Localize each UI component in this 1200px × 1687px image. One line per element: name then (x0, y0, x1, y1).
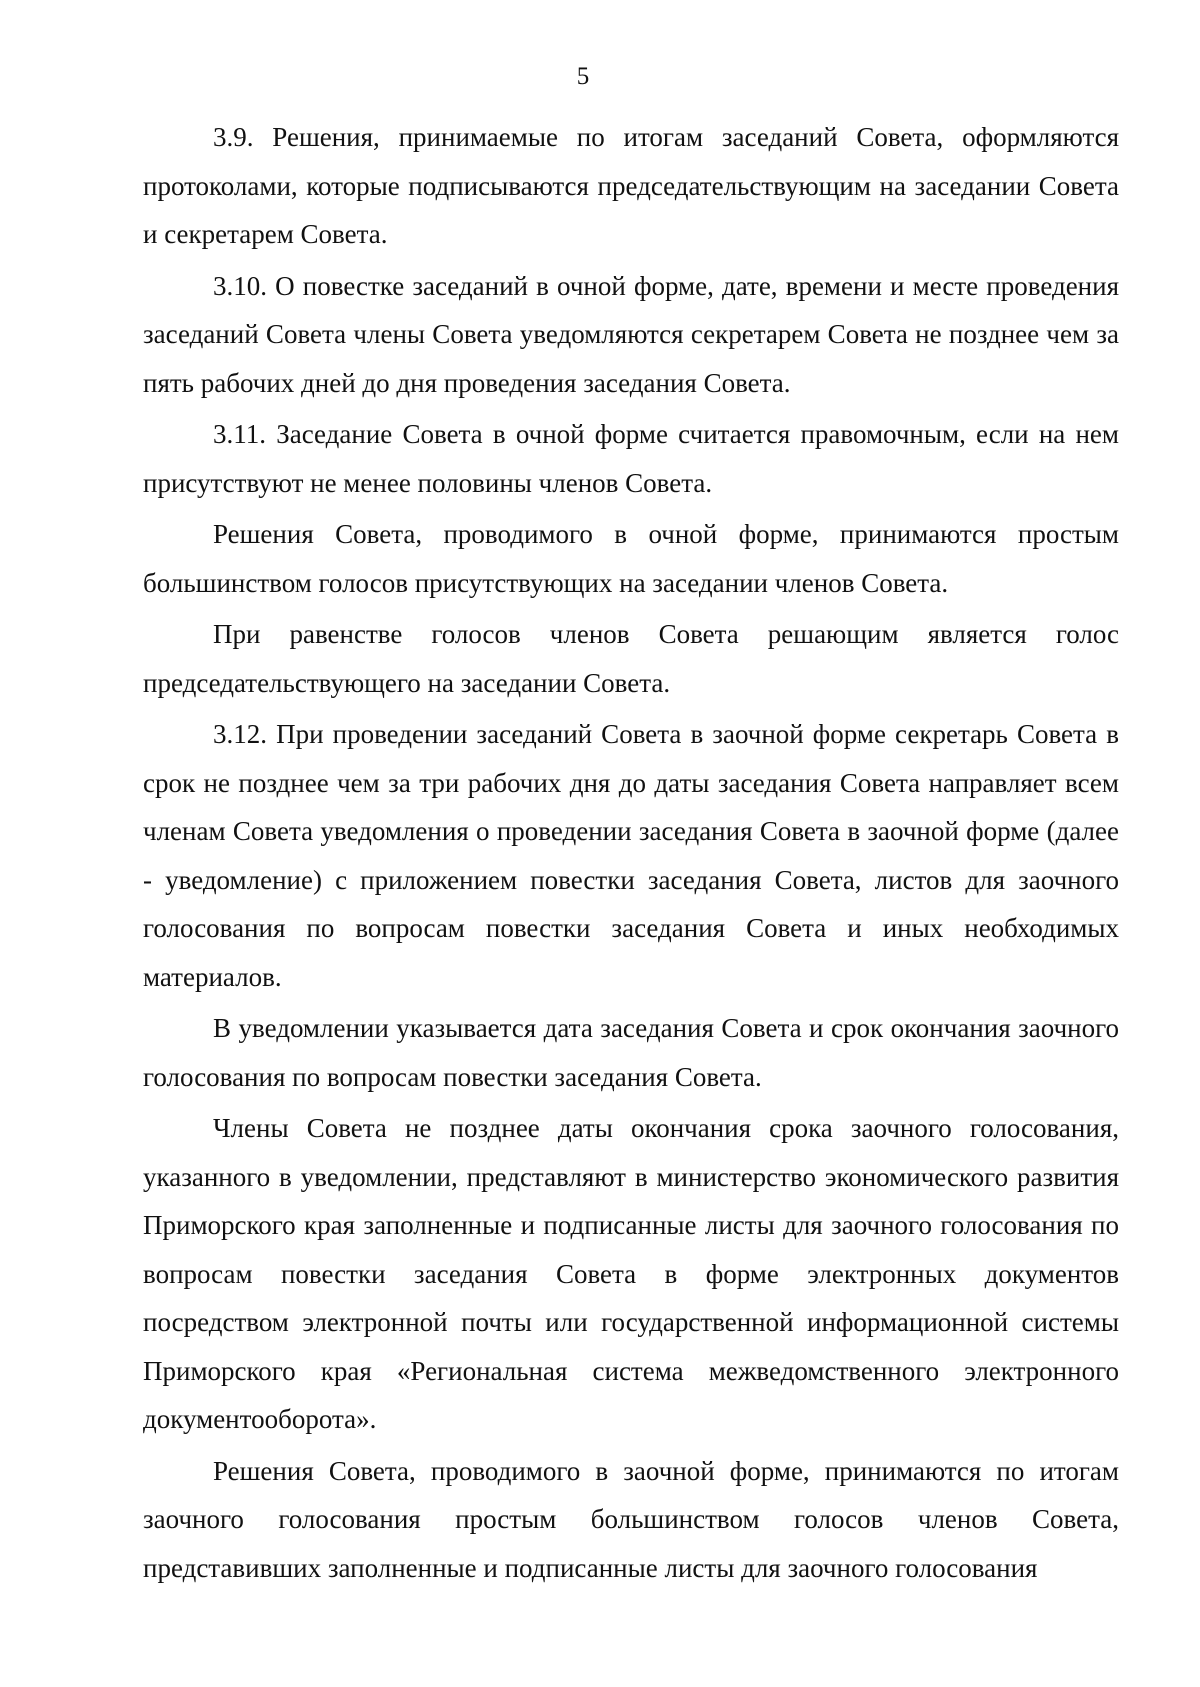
paragraph-absentee-ballots: Члены Совета не позднее даты окончания срока заочного голосования, указанного в уведомлении, представляют в министерство экономического развития Приморского края заполненные и подписанные листы для заочного голосования по вопросам повестки заседания Совета в форме электронных документов посредством электронной почты или государственной информационной системы Приморского края «Региональная система межведомственного электронного документооборота». (143, 1113, 1119, 1434)
paragraph-3-11: 3.11. Заседание Совета в очной форме считается правомочным, если на нем присутствуют не менее половины членов Совета. (143, 419, 1119, 498)
paragraph-3-12: 3.12. При проведении заседаний Совета в заочной форме секретарь Совета в срок не позднее чем за три рабочих дня до даты заседания Совета направляет всем членам Совета уведомления о проведении заседания Совета в заочной форме (далее - уведомление) с приложением повестки заседания Совета, листов для заочного голосования по вопросам повестки заседания Совета и иных необходимых материалов. (143, 719, 1119, 992)
paragraph-in-person-decisions: Решения Совета, проводимого в очной форме, принимаются простым большинством голосов присутствующих на заседании членов Совета. (143, 519, 1119, 598)
page-number: 5 (576, 63, 590, 90)
paragraph-3-9: 3.9. Решения, принимаемые по итогам заседаний Совета, оформляются протоколами, которые подписываются председательствующим на заседании Совета и секретарем Совета. (143, 122, 1119, 249)
paragraph-3-10: 3.10. О повестке заседаний в очной форме, дате, времени и месте проведения заседаний Совета члены Совета уведомляются секретарем Совета не позднее чем за пять рабочих дней до дня проведения заседания Совета. (143, 270, 1119, 398)
paragraph-absentee-decisions: Решения Совета, проводимого в заочной форме, принимаются по итогам заочного голосования простым большинством голосов членов Совета, представивших заполненные и подписанные листы для заочного голосования (143, 1455, 1119, 1583)
paragraph-notice-contents: В уведомлении указывается дата заседания Совета и срок окончания заочного голосования по вопросам повестки заседания Совета. (143, 1013, 1119, 1092)
paragraph-tie-vote: При равенстве голосов членов Совета решающим является голос председательствующего на заседании Совета. (143, 619, 1119, 698)
document-body (143, 113, 1119, 1592)
